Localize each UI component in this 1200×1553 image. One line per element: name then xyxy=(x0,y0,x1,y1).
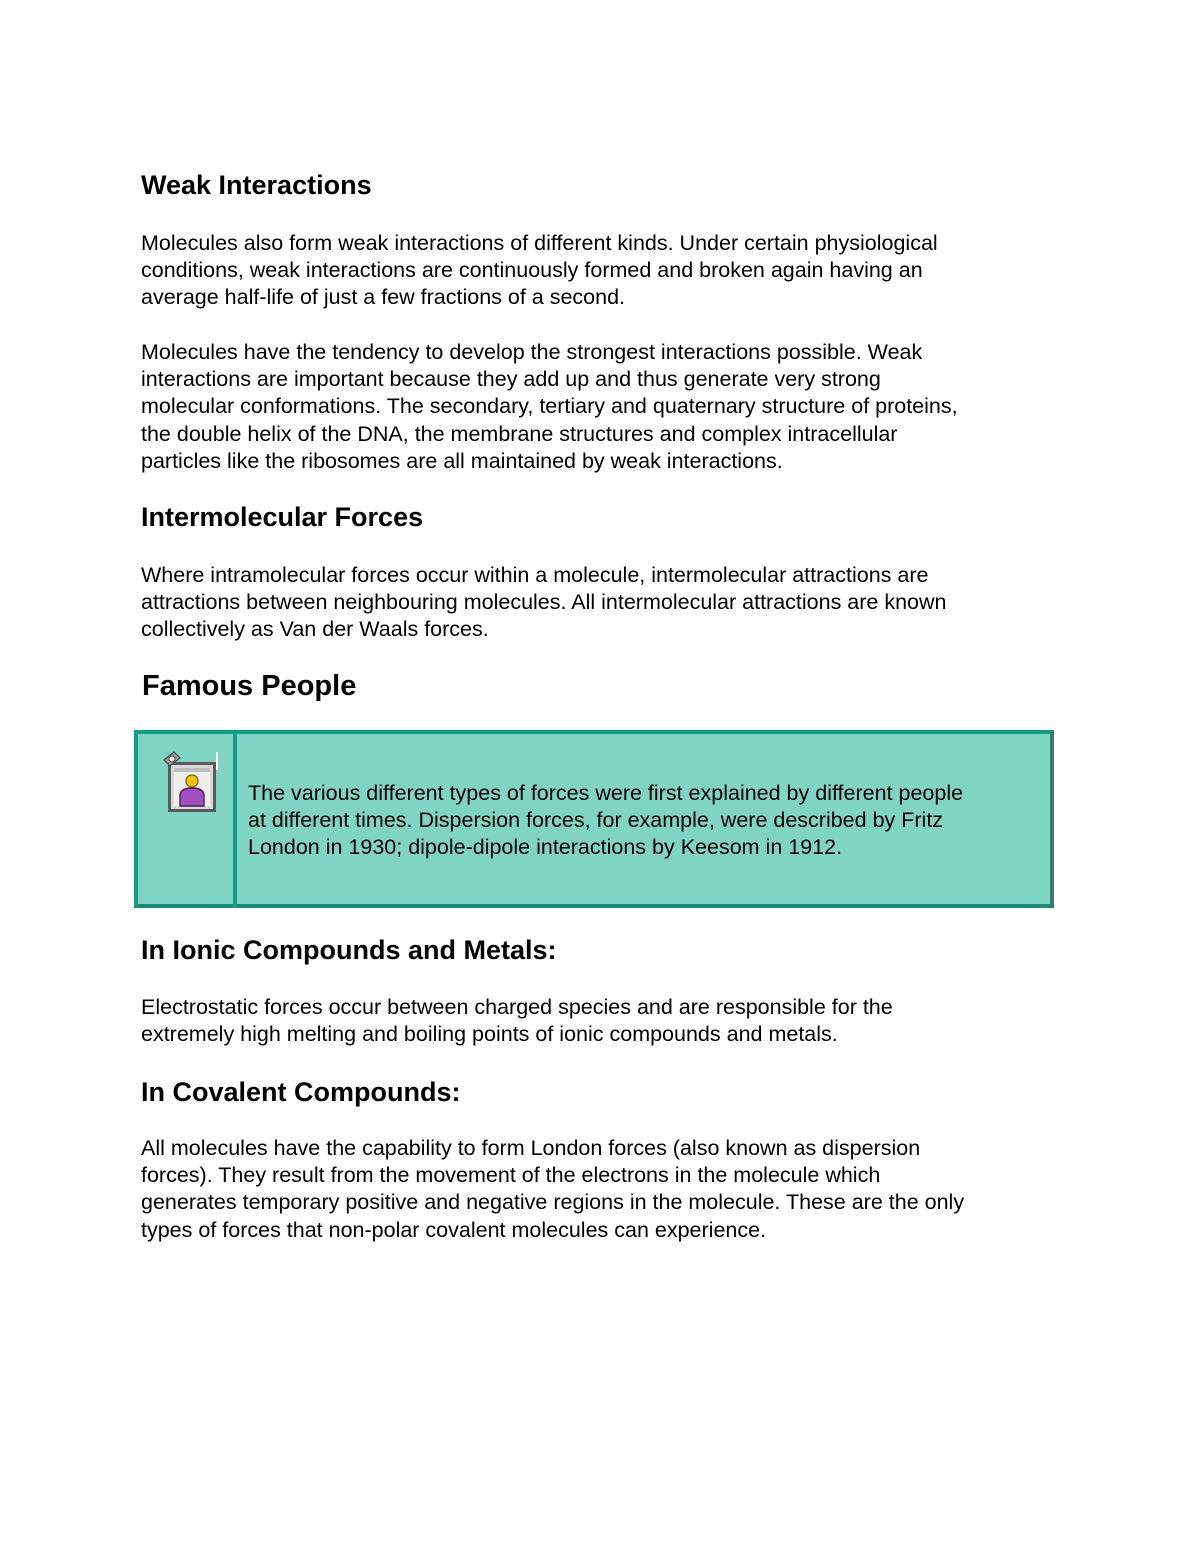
famous-people-callout xyxy=(134,730,1054,908)
heading-weak-interactions: Weak Interactions xyxy=(141,170,372,200)
paragraph-weak-interactions-1 xyxy=(141,230,1061,312)
text-line: collectively as Van der Waals forces. xyxy=(141,617,489,642)
paragraph-ionic-compounds xyxy=(141,994,1061,1048)
text-line: All molecules have the capability to form London forces (also known as dispersion xyxy=(141,1136,921,1160)
text-line: generates temporary positive and negative regions in the molecule. These are the only xyxy=(141,1190,965,1215)
paragraph-intermolecular-forces xyxy=(141,562,1061,644)
text-line: particles like the ribosomes are all maintained by weak interactions. xyxy=(141,448,783,473)
heading-intermolecular-forces: Intermolecular Forces xyxy=(141,502,424,532)
text-line: interactions are important because they add up and thus generate very strong xyxy=(141,367,881,392)
text-line: at different times. Dispersion forces, for example, were described by Fritz xyxy=(248,808,944,833)
text-line: Molecules have the tendency to develop the strongest interactions possible. Weak xyxy=(141,340,923,364)
paragraph-weak-interactions-2 xyxy=(141,339,1061,475)
text-line: Molecules also form weak interactions of different kinds. Under certain physiological xyxy=(141,231,938,255)
text-line: attractions between neighbouring molecules. All intermolecular attractions are known xyxy=(141,590,947,615)
paragraph-covalent-compounds xyxy=(141,1135,1061,1244)
heading-ionic-compounds: In Ionic Compounds and Metals: xyxy=(141,935,557,965)
text-line: Where intramolecular forces occur within a molecule, intermolecular attractions are xyxy=(141,563,929,587)
text-line: types of forces that non-polar covalent molecules can experience. xyxy=(141,1217,767,1242)
text-line: Electrostatic forces occur between charged species and are responsible for the xyxy=(141,995,893,1019)
text-line: The various different types of forces were first explained by different people xyxy=(248,781,964,805)
text-line: molecular conformations. The secondary, tertiary and quaternary structure of proteins, xyxy=(141,394,958,419)
callout-text xyxy=(248,780,1048,862)
callout-divider xyxy=(233,730,237,908)
heading-famous-people: Famous People xyxy=(142,670,357,702)
person-portrait-icon xyxy=(160,750,220,816)
text-line: extremely high melting and boiling points of ionic compounds and metals. xyxy=(141,1022,838,1047)
text-line: conditions, weak interactions are continuously formed and broken again having an xyxy=(141,258,923,283)
text-line: forces). They result from the movement of the electrons in the molecule which xyxy=(141,1163,881,1188)
heading-covalent-compounds: In Covalent Compounds: xyxy=(141,1077,461,1107)
text-line: London in 1930; dipole-dipole interactions by Keesom in 1912. xyxy=(248,835,843,860)
text-line: the double helix of the DNA, the membrane structures and complex intracellular xyxy=(141,421,898,446)
text-line: average half-life of just a few fractions of a second. xyxy=(141,285,626,310)
